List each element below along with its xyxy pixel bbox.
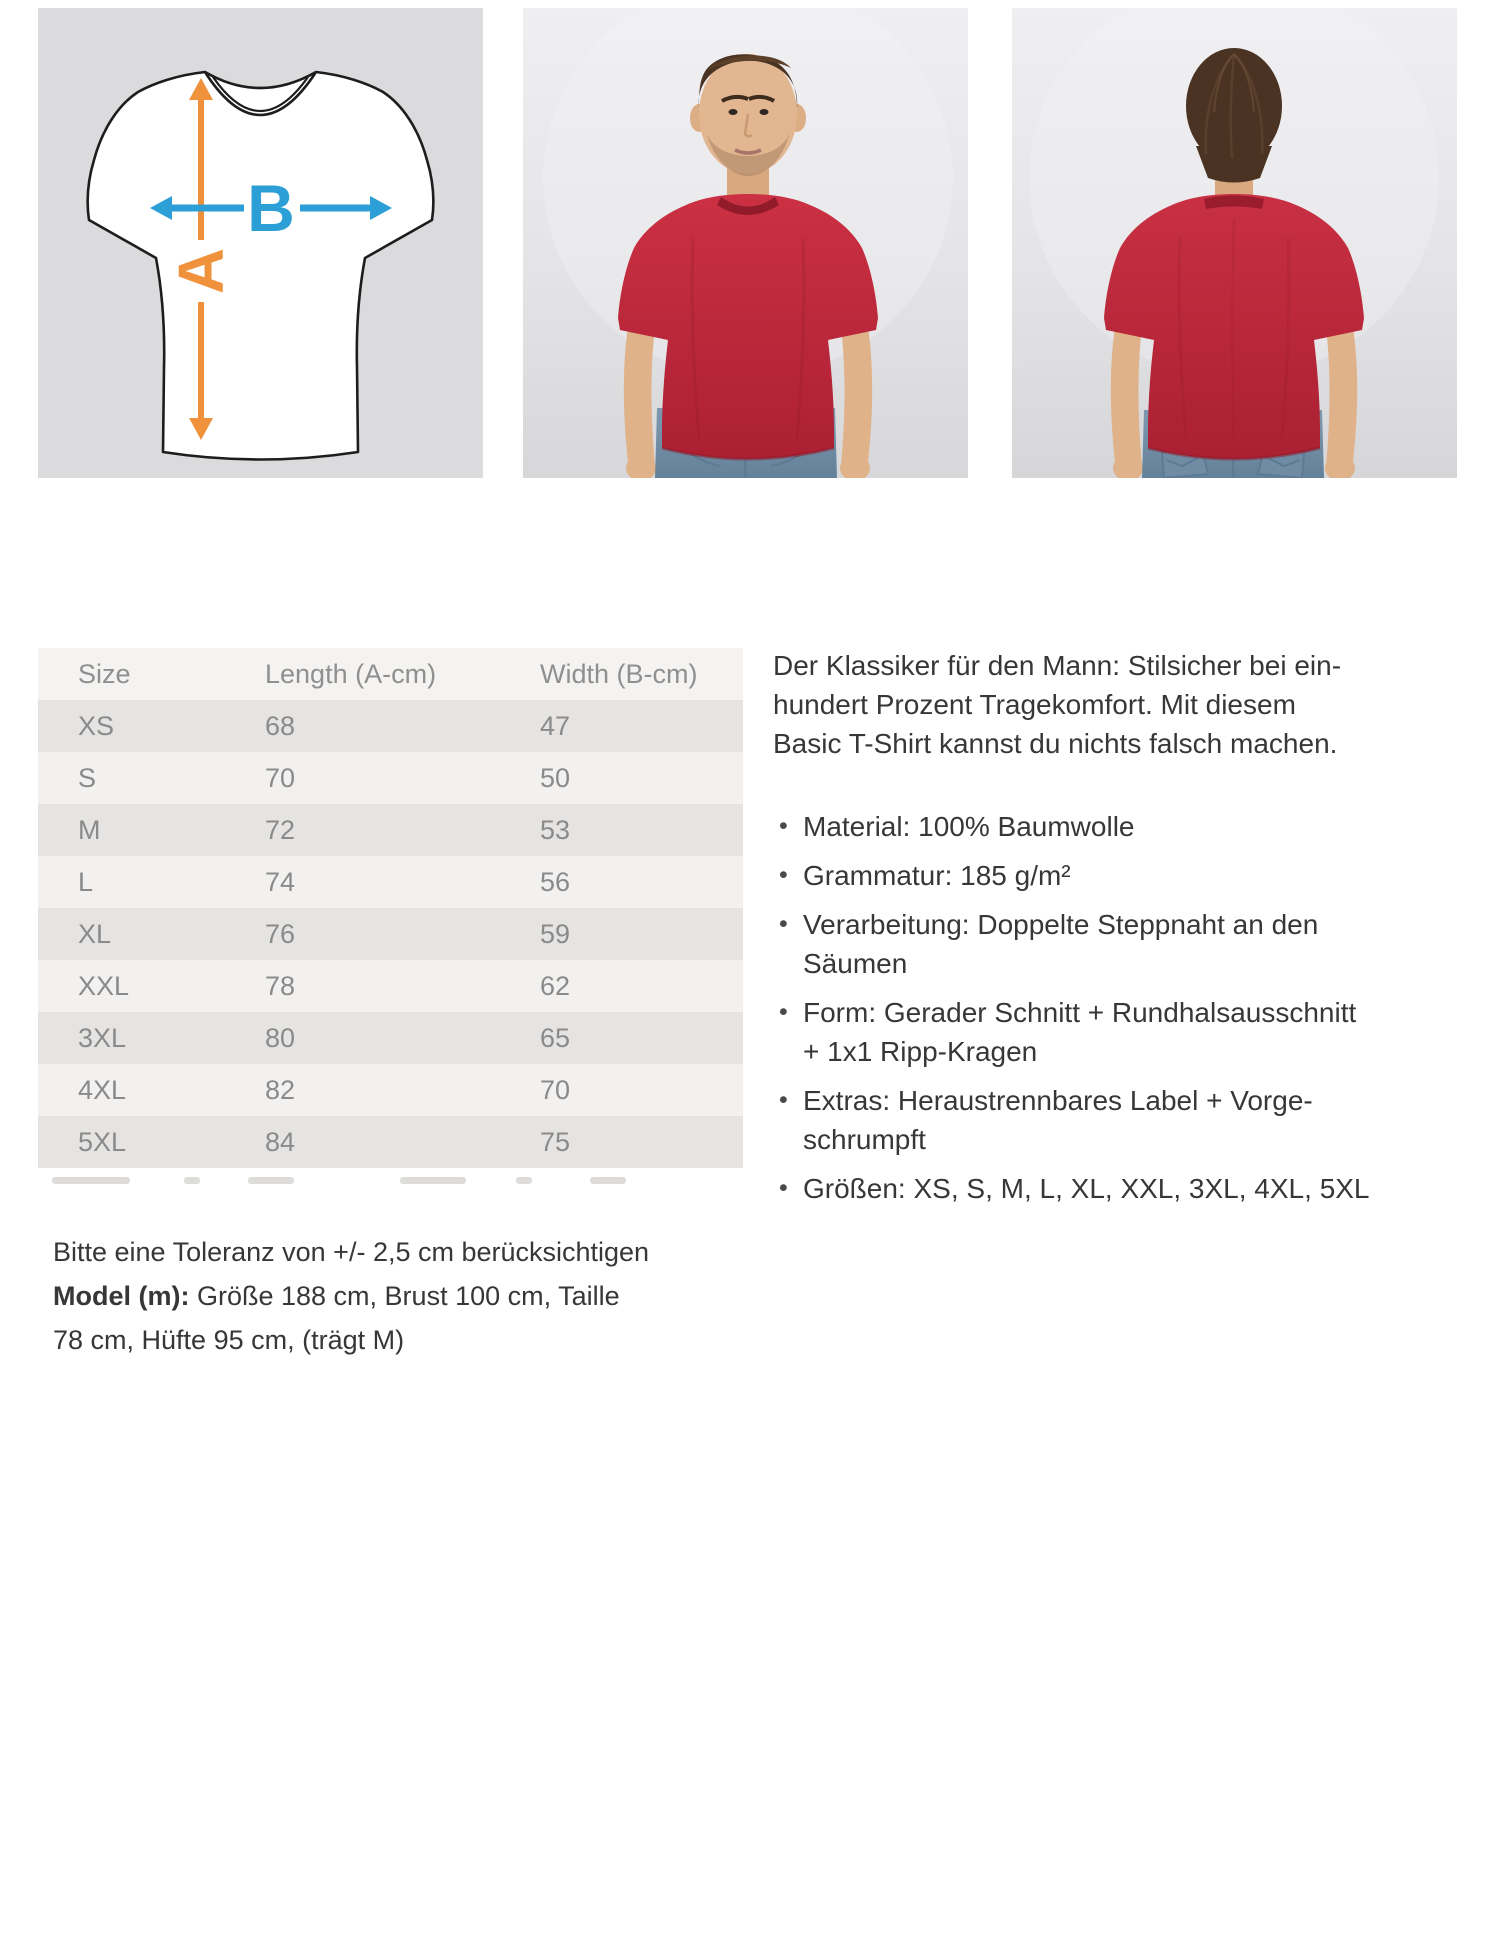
intro-line: Basic T-Shirt kannst du nichts falsch machen. xyxy=(773,728,1338,759)
width-cell: 75 xyxy=(540,1126,571,1157)
feature-text: + 1x1 Ripp-Kragen xyxy=(803,1036,1038,1067)
tshirt-outline-icon xyxy=(88,72,434,460)
bullet-icon: • xyxy=(779,998,788,1026)
size-cell: 5XL xyxy=(78,1126,127,1157)
table-row xyxy=(38,908,743,960)
list-item xyxy=(773,905,1438,983)
feature-text: Extras: Heraustrennbares Label + Vorge- xyxy=(803,1085,1313,1116)
column-header-length: Length (A-cm) xyxy=(265,658,437,689)
tshirt-measure-diagram xyxy=(38,8,483,478)
table-row xyxy=(38,960,743,1012)
model-label: Model (m): xyxy=(53,1281,190,1311)
table-row xyxy=(38,1012,743,1064)
width-cell: 70 xyxy=(540,1074,571,1105)
table-row xyxy=(38,1064,743,1116)
list-item xyxy=(773,856,1438,895)
size-diagram-panel xyxy=(38,8,483,478)
measure-label-a: A xyxy=(165,247,237,295)
intro-line: Der Klassiker für den Mann: Stilsicher bei ein- xyxy=(773,650,1342,681)
size-cell: XXL xyxy=(78,970,130,1001)
width-cell: 56 xyxy=(540,866,571,897)
length-cell: 78 xyxy=(265,970,296,1001)
length-cell: 70 xyxy=(265,762,296,793)
length-cell: 82 xyxy=(265,1074,296,1105)
feature-text: Größen: XS, S, M, L, XL, XXL, 3XL, 4XL, 5XL xyxy=(803,1173,1370,1204)
table-row xyxy=(38,752,743,804)
list-item xyxy=(773,807,1438,846)
measure-label-b: B xyxy=(247,171,295,245)
length-cell: 84 xyxy=(265,1126,296,1157)
model-info-line2: 78 cm, Hüfte 95 cm, (trägt M) xyxy=(53,1325,405,1355)
list-item xyxy=(773,993,1438,1071)
width-cell: 62 xyxy=(540,970,571,1001)
width-cell: 47 xyxy=(540,710,571,741)
length-cell: 74 xyxy=(265,866,296,897)
table-row xyxy=(38,1116,743,1168)
model-info-line xyxy=(53,1274,693,1318)
size-cell: 3XL xyxy=(78,1022,127,1053)
length-cell: 72 xyxy=(265,814,296,845)
size-cell: S xyxy=(78,762,97,793)
length-cell: 76 xyxy=(265,918,296,949)
width-cell: 50 xyxy=(540,762,571,793)
description-intro xyxy=(773,646,1438,763)
width-cell: 59 xyxy=(540,918,571,949)
feature-list xyxy=(773,807,1438,1208)
bullet-icon: • xyxy=(779,910,788,938)
feature-text: Material: 100% Baumwolle xyxy=(803,811,1135,842)
model-info: Größe 188 cm, Brust 100 cm, Taille xyxy=(189,1281,620,1311)
feature-text: Verarbeitung: Doppelte Steppnaht an den xyxy=(803,909,1319,940)
size-table xyxy=(38,648,743,1168)
feature-text: Form: Gerader Schnitt + Rundhalsausschnitt xyxy=(803,997,1357,1028)
table-clipped-row xyxy=(38,1175,743,1187)
size-cell: XS xyxy=(78,710,115,741)
size-cell: 4XL xyxy=(78,1074,127,1105)
model-front-illustration xyxy=(523,8,968,478)
model-back-illustration xyxy=(1012,8,1457,478)
size-cell: M xyxy=(78,814,101,845)
product-description xyxy=(773,646,1438,1218)
feature-text: Grammatur: 185 g/m² xyxy=(803,860,1071,891)
model-photo-front xyxy=(523,8,968,478)
size-table-header-row xyxy=(38,648,743,700)
width-cell: 65 xyxy=(540,1022,571,1053)
table-row xyxy=(38,700,743,752)
table-row xyxy=(38,804,743,856)
intro-line: hundert Prozent Tragekomfort. Mit diesem xyxy=(773,689,1296,720)
length-cell: 80 xyxy=(265,1022,296,1053)
measurement-note xyxy=(53,1230,693,1362)
bullet-icon: • xyxy=(779,812,788,840)
list-item xyxy=(773,1169,1438,1208)
width-cell: 53 xyxy=(540,814,571,845)
feature-text: schrumpft xyxy=(803,1124,926,1155)
table-row xyxy=(38,856,743,908)
length-cell: 68 xyxy=(265,710,296,741)
bullet-icon: • xyxy=(779,1086,788,1114)
tolerance-note: Bitte eine Toleranz von +/- 2,5 cm berücksichtigen xyxy=(53,1237,650,1267)
bullet-icon: • xyxy=(779,1174,788,1202)
model-photo-back xyxy=(1012,8,1457,478)
bullet-icon: • xyxy=(779,861,788,889)
column-header-width: Width (B-cm) xyxy=(540,658,698,689)
size-cell: L xyxy=(78,866,94,897)
list-item xyxy=(773,1081,1438,1159)
column-header-size: Size xyxy=(78,658,131,689)
feature-text: Säumen xyxy=(803,948,908,979)
size-cell: XL xyxy=(78,918,112,949)
